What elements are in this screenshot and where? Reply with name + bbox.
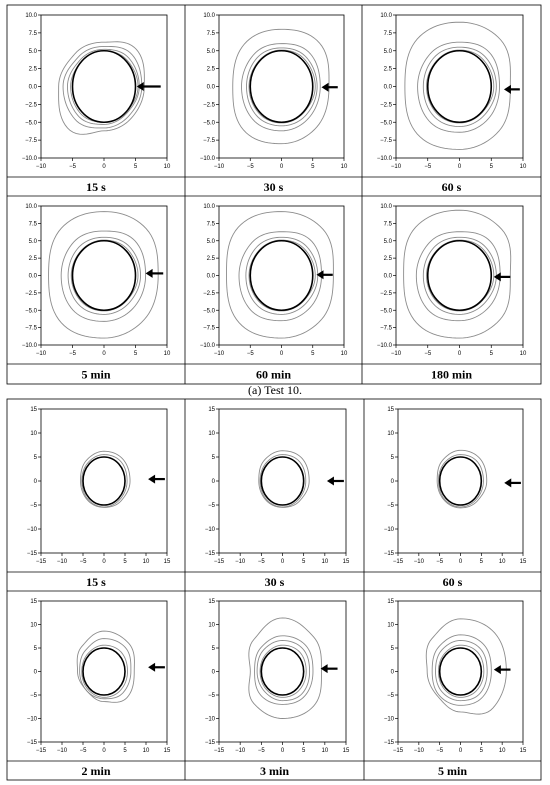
y-tick-label: −7.5	[203, 325, 215, 332]
y-tick-label: 7.5	[28, 30, 37, 37]
y-tick-label: 0.0	[206, 84, 215, 91]
x-tick-label: 5	[133, 164, 138, 170]
y-tick-label: −5	[387, 693, 394, 699]
panel-time-label: 3 min	[259, 764, 290, 778]
y-tick-label: 15	[30, 407, 37, 413]
x-tick-label: 10	[498, 559, 506, 565]
x-tick-label: 5	[123, 559, 127, 565]
y-tick-label: 7.5	[206, 221, 215, 228]
y-tick-label: 0.0	[206, 273, 215, 280]
x-tick-label: 0	[102, 748, 106, 754]
y-tick-label: −10.0	[199, 156, 215, 162]
y-tick-label: −10.0	[376, 343, 392, 349]
y-tick-label: −5	[387, 503, 394, 509]
panel-time-label: 30 s	[264, 575, 285, 589]
y-tick-label: 2.5	[383, 66, 392, 73]
x-tick-label: 0	[280, 748, 285, 754]
y-tick-label: 0	[211, 479, 215, 485]
y-tick-label: −5.0	[380, 120, 392, 127]
y-tick-label: 10	[208, 431, 215, 437]
panel-b-6	[384, 599, 527, 778]
x-tick-label: 0	[457, 164, 462, 170]
y-tick-label: 15	[387, 407, 394, 413]
x-tick-label: −5	[246, 164, 254, 170]
y-tick-label: 10.0	[25, 204, 37, 210]
y-tick-label: −15	[204, 740, 215, 746]
plot-area	[396, 206, 523, 345]
panel-a-4	[22, 204, 171, 382]
y-tick-label: −10	[383, 527, 394, 533]
y-tick-label: −10.0	[199, 343, 215, 349]
x-tick-label: −10	[390, 164, 402, 170]
x-tick-label: −15	[392, 559, 404, 565]
y-tick-label: 10	[208, 622, 215, 629]
y-tick-label: 15	[208, 599, 215, 605]
x-tick-label: −5	[257, 559, 265, 565]
panel-time-label: 60 s	[441, 180, 462, 194]
panel-b-1	[27, 407, 171, 589]
x-tick-label: −15	[35, 559, 47, 565]
panel-time-label: 15 s	[86, 575, 106, 589]
y-tick-label: 7.5	[28, 221, 37, 228]
y-tick-label: −10.0	[21, 156, 37, 162]
panel-time-label: 5 min	[437, 764, 468, 778]
y-tick-label: 5	[33, 646, 37, 652]
y-tick-label: 2.5	[383, 256, 392, 263]
y-tick-label: −2.5	[25, 290, 37, 297]
x-tick-label: 0	[457, 351, 462, 357]
x-tick-label: 15	[342, 559, 350, 565]
y-tick-label: 15	[30, 599, 37, 605]
x-tick-label: −10	[235, 748, 246, 754]
x-tick-label: 10	[163, 164, 171, 170]
x-tick-label: −15	[35, 748, 47, 754]
x-tick-label: 10	[340, 351, 348, 357]
x-tick-label: 5	[311, 164, 315, 170]
y-tick-label: 5	[211, 455, 215, 461]
x-tick-label: 0	[102, 559, 106, 565]
y-tick-label: 0	[390, 479, 394, 485]
y-tick-label: −15	[26, 551, 37, 557]
y-tick-label: 10	[387, 622, 394, 629]
plot-area	[41, 601, 167, 742]
panel-time-label: 60 s	[442, 575, 463, 589]
x-tick-label: 0	[102, 351, 106, 357]
x-tick-label: −15	[213, 559, 225, 565]
y-tick-label: −15	[26, 740, 37, 746]
y-tick-label: 7.5	[383, 30, 392, 37]
x-tick-label: −15	[213, 748, 225, 754]
y-tick-label: −5	[208, 693, 215, 699]
y-tick-label: 10.0	[25, 13, 37, 19]
y-tick-label: 0.0	[383, 84, 392, 91]
x-tick-label: 5	[123, 748, 127, 754]
plot-area	[398, 409, 523, 553]
x-tick-label: −5	[246, 351, 254, 357]
x-tick-label: −5	[436, 748, 444, 754]
y-tick-label: −15	[204, 551, 215, 557]
panel-a-2	[200, 13, 348, 194]
y-tick-label: −2.5	[203, 290, 215, 297]
y-tick-label: −10.0	[21, 343, 37, 349]
x-tick-label: 10	[142, 748, 150, 754]
x-tick-label: 0	[458, 559, 463, 565]
x-tick-label: −5	[79, 748, 87, 754]
x-tick-label: −5	[436, 559, 444, 565]
panel-time-label: 60 min	[255, 367, 292, 382]
y-tick-label: 0	[33, 669, 37, 676]
y-tick-label: 10	[387, 431, 394, 437]
panel-a-3	[377, 13, 527, 194]
y-tick-label: 5.0	[383, 238, 392, 245]
x-tick-label: 15	[342, 748, 350, 754]
y-tick-label: 5	[390, 646, 394, 652]
y-tick-label: 5	[33, 455, 37, 461]
y-tick-label: −10.0	[376, 156, 392, 162]
x-tick-label: −10	[213, 164, 225, 170]
panel-b-3	[384, 407, 527, 589]
y-tick-label: −7.5	[380, 138, 392, 145]
y-tick-label: 2.5	[28, 66, 37, 73]
plot-area	[41, 409, 167, 553]
panel-a-6	[377, 204, 527, 382]
y-tick-label: −5	[30, 503, 37, 509]
x-tick-label: 5	[489, 351, 493, 357]
panel-time-label: 15 s	[86, 180, 106, 194]
x-tick-label: −5	[69, 351, 76, 357]
plot-area	[41, 206, 167, 345]
y-tick-label: −5.0	[203, 308, 215, 315]
y-tick-label: −10	[204, 527, 215, 533]
y-tick-label: −2.5	[380, 102, 392, 109]
y-tick-label: −10	[383, 716, 394, 723]
y-tick-label: 10	[30, 431, 37, 437]
y-tick-label: −2.5	[203, 102, 215, 109]
y-tick-label: 10.0	[380, 204, 392, 210]
x-tick-label: −10	[35, 351, 47, 357]
y-tick-label: 2.5	[206, 256, 215, 263]
x-tick-label: 15	[519, 748, 527, 754]
x-tick-label: 5	[489, 164, 493, 170]
y-tick-label: 5	[211, 646, 215, 652]
panel-time-label: 2 min	[81, 764, 111, 778]
x-tick-label: 0	[279, 351, 284, 357]
y-tick-label: 10	[30, 622, 37, 629]
x-tick-label: −5	[79, 559, 87, 565]
y-tick-label: −10	[26, 716, 37, 723]
panel-time-label: 5 min	[81, 367, 111, 382]
panel-time-label: 180 min	[430, 367, 473, 382]
x-tick-label: 5	[301, 748, 306, 754]
y-tick-label: −7.5	[25, 325, 37, 332]
y-tick-label: −5	[208, 503, 215, 509]
y-tick-label: 5.0	[206, 48, 215, 55]
y-tick-label: −2.5	[380, 290, 392, 297]
y-tick-label: 15	[208, 407, 215, 413]
y-tick-label: 2.5	[206, 66, 215, 73]
x-tick-label: 15	[163, 748, 171, 754]
y-tick-label: −10	[204, 716, 215, 723]
x-tick-label: 5	[479, 559, 484, 565]
x-tick-label: 10	[142, 559, 150, 565]
y-tick-label: 15	[387, 599, 394, 605]
panel-a-5	[200, 204, 348, 382]
x-tick-label: −15	[392, 748, 404, 754]
plot-area	[396, 15, 523, 158]
x-tick-label: 0	[458, 748, 463, 754]
y-tick-label: −5.0	[25, 308, 37, 315]
y-tick-label: 5.0	[383, 48, 392, 55]
x-tick-label: −10	[413, 748, 424, 754]
panel-b-5	[205, 599, 350, 778]
y-tick-label: 5.0	[28, 238, 37, 245]
panel-b-2	[205, 407, 350, 589]
y-tick-label: 5.0	[28, 48, 37, 55]
x-tick-label: −5	[424, 164, 432, 170]
x-tick-label: 5	[133, 351, 138, 357]
plot-area	[398, 601, 523, 742]
y-tick-label: 10.0	[203, 204, 215, 210]
x-tick-label: −10	[56, 559, 68, 565]
y-tick-label: 0	[211, 669, 215, 676]
x-tick-label: −10	[390, 351, 402, 357]
y-tick-label: −2.5	[25, 102, 37, 109]
y-tick-label: 0.0	[28, 84, 37, 91]
y-tick-label: −5.0	[25, 120, 37, 127]
y-tick-label: 7.5	[383, 221, 392, 228]
panel-a-1	[22, 13, 171, 194]
x-tick-label: 0	[102, 164, 106, 170]
x-tick-label: 0	[280, 559, 285, 565]
panel-time-label: 30 s	[263, 180, 284, 194]
y-tick-label: 10.0	[203, 13, 215, 19]
x-tick-label: 10	[163, 351, 171, 357]
y-tick-label: 0.0	[383, 273, 392, 280]
y-tick-label: 7.5	[206, 30, 215, 37]
y-tick-label: 10.0	[380, 13, 392, 19]
y-tick-label: 0.0	[28, 273, 37, 280]
y-tick-label: 5.0	[206, 238, 215, 245]
x-tick-label: −10	[235, 559, 246, 565]
y-tick-label: −15	[383, 740, 394, 746]
y-tick-label: −15	[383, 551, 394, 557]
x-tick-label: −10	[35, 164, 47, 170]
x-tick-label: 10	[519, 351, 527, 357]
caption-test-10: (a) Test 10.	[248, 383, 302, 397]
x-tick-label: 0	[279, 164, 284, 170]
y-tick-label: −7.5	[380, 325, 392, 332]
x-tick-label: −10	[213, 351, 225, 357]
x-tick-label: 10	[498, 748, 506, 754]
x-tick-label: 10	[340, 164, 348, 170]
x-tick-label: −10	[413, 559, 424, 565]
x-tick-label: 10	[519, 164, 527, 170]
y-tick-label: −7.5	[25, 138, 37, 145]
x-tick-label: 5	[479, 748, 484, 754]
x-tick-label: −5	[257, 748, 265, 754]
y-tick-label: 0	[33, 479, 37, 485]
y-tick-label: −5	[30, 693, 37, 699]
x-tick-label: 5	[301, 559, 306, 565]
x-tick-label: −5	[424, 351, 432, 357]
y-tick-label: −7.5	[203, 138, 215, 145]
x-tick-label: −10	[56, 748, 68, 754]
panel-b-4	[27, 599, 171, 778]
x-tick-label: −5	[69, 164, 76, 170]
y-tick-label: −5.0	[380, 308, 392, 315]
y-tick-label: 2.5	[28, 256, 37, 263]
x-tick-label: 10	[321, 748, 329, 754]
x-tick-label: 10	[321, 559, 329, 565]
y-tick-label: 5	[390, 455, 394, 461]
y-tick-label: 0	[390, 669, 394, 676]
y-tick-label: −5.0	[203, 120, 215, 127]
x-tick-label: 5	[311, 351, 315, 357]
x-tick-label: 15	[163, 559, 171, 565]
x-tick-label: 15	[519, 559, 527, 565]
y-tick-label: −10	[26, 527, 37, 533]
